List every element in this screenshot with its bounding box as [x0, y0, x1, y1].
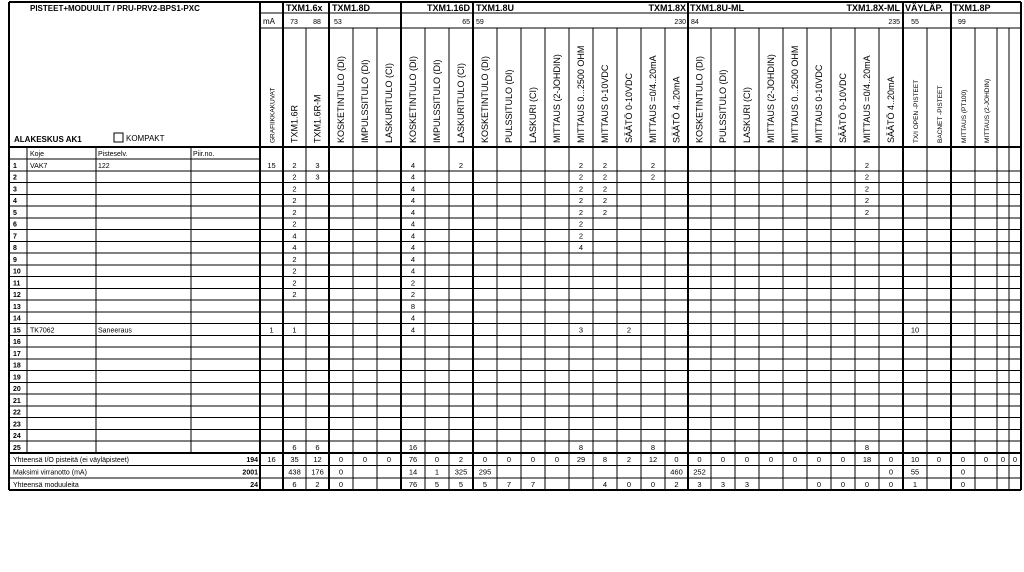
cell-value: 4 [410, 313, 416, 323]
column-header: PULSSITULO (DI) [718, 69, 728, 143]
column-header: LASKURI (CI) [742, 86, 752, 143]
summary-cell: 0 [697, 455, 702, 464]
summary-cell: 0 [1012, 455, 1018, 464]
cell-value: 2 [602, 172, 608, 182]
column-header: MITTAUS =0/4..20mA [862, 55, 872, 143]
cell-value: 16 [408, 443, 418, 452]
group-label: VÄYLÄP. [905, 3, 943, 13]
summary-cell: 8 [602, 455, 608, 464]
row-number: 15 [13, 327, 21, 335]
summary-cell: 325 [454, 467, 468, 477]
summary-cell: 0 [744, 455, 750, 464]
summary-total: 24 [250, 482, 258, 489]
summary-cell: 0 [983, 455, 989, 464]
summary-cell: 0 [888, 467, 894, 477]
row-number: 3 [13, 186, 17, 194]
cell-value: 6 [315, 443, 320, 452]
cell-value: 2 [292, 196, 297, 206]
cell-value: 2 [578, 160, 584, 170]
column-header: LASKURITULO (CI) [384, 62, 394, 143]
group-label: TXM1.8U-ML [690, 3, 744, 13]
cell-value: 2 [458, 160, 464, 170]
summary-cell: 0 [338, 455, 344, 464]
summary-cell: 0 [936, 455, 942, 464]
cell-value: 4 [410, 231, 416, 241]
group-label: TXM1.8X [648, 3, 686, 13]
cell-value: 2 [602, 160, 608, 170]
cell-value: 4 [578, 243, 584, 253]
summary-cell: 0 [816, 455, 822, 464]
cell-value: 2 [650, 160, 656, 170]
summary-cell: 7 [506, 480, 512, 489]
row-number: 11 [13, 280, 21, 288]
summary-cell: 6 [292, 480, 297, 489]
summary-cell: 252 [693, 467, 706, 477]
group-current-value: 73 [290, 19, 298, 26]
row-number: 19 [13, 374, 21, 382]
cell-value: 2 [578, 172, 584, 182]
summary-cell: 76 [408, 480, 418, 489]
row-number: 6 [13, 221, 17, 229]
cell-value: 2 [864, 172, 870, 182]
row-koje: TK7062 [30, 327, 55, 335]
row-number: 17 [13, 350, 21, 358]
row-number: 23 [13, 421, 21, 429]
column-header: GRAFIIKKAKUVAT [269, 87, 277, 143]
cell-value: 2 [602, 207, 608, 217]
column-header: BACNET -PISTEET [937, 85, 944, 143]
summary-cell: 5 [458, 480, 464, 489]
column-header: KOSKETINTULO (DI) [480, 55, 490, 143]
column-header: IMPULSSITULO (DI) [432, 59, 442, 143]
summary-cell: 29 [576, 455, 586, 464]
summary-cell: 5 [482, 480, 488, 489]
cell-value: 15 [267, 160, 276, 170]
cell-value: 2 [626, 325, 632, 335]
row-number: 22 [13, 409, 21, 417]
summary-cell: 0 [888, 455, 894, 464]
cell-value: 4 [410, 184, 416, 194]
summary-total: 2001 [242, 469, 258, 477]
summary-cell: 14 [408, 467, 418, 477]
summary-cell: 10 [910, 455, 920, 464]
row-koje: VAK7 [30, 162, 48, 170]
column-header: KOSKETINTULO (DI) [336, 55, 346, 143]
column-header: SÄÄTÖ 0-10VDC [838, 72, 848, 143]
cell-value: 1 [269, 325, 274, 335]
group-current-value: 99 [958, 19, 966, 26]
group-label: TXM1.8P [953, 3, 991, 13]
summary-cell: 7 [530, 480, 536, 489]
group-current-value: 59 [476, 19, 484, 26]
cell-value: 8 [650, 443, 656, 452]
cell-value: 4 [410, 266, 416, 276]
column-header: LASKURITULO (CI) [456, 62, 466, 143]
summary-cell: 295 [478, 467, 492, 477]
row-number: 10 [13, 268, 21, 276]
cell-value: 4 [410, 196, 416, 206]
cell-value: 4 [292, 243, 297, 253]
column-header: SÄÄTÖ 4..20mA [886, 76, 896, 143]
cell-value: 4 [410, 160, 416, 170]
cell-value: 4 [410, 254, 416, 264]
summary-cell: 3 [720, 480, 726, 489]
cell-value: 4 [410, 207, 416, 217]
cell-value: 2 [292, 254, 297, 264]
group-current-value: 235 [888, 19, 900, 26]
column-header: MITTAUS (PT100) [961, 89, 968, 143]
row-number: 20 [13, 386, 21, 394]
summary-cell: 0 [792, 455, 798, 464]
cell-value: 2 [292, 219, 297, 229]
summary-cell: 2 [626, 455, 632, 464]
col-piir: Piir.no. [193, 151, 215, 158]
column-header: MITTAUS 0-10VDC [814, 64, 824, 143]
summary-cell: 0 [338, 467, 344, 477]
row-number: 24 [13, 433, 21, 441]
summary-cell: 0 [530, 455, 536, 464]
cell-value: 3 [578, 325, 584, 335]
summary-cell: 176 [311, 467, 324, 477]
summary-cell: 2 [458, 455, 464, 464]
column-header: MITTAUS 0...2500 OHM [576, 45, 586, 143]
group-label: TXM1.6x [286, 3, 323, 13]
cell-value: 2 [650, 172, 656, 182]
summary-cell: 0 [362, 455, 368, 464]
column-header: IMPULSSITULO (DI) [360, 59, 370, 143]
cell-value: 2 [292, 207, 297, 217]
group-current-value: 55 [911, 19, 919, 26]
summary-cell: 5 [434, 480, 440, 489]
cell-value: 8 [864, 443, 870, 452]
summary-cell: 16 [267, 455, 276, 464]
summary-cell: 0 [960, 480, 966, 489]
cell-value: 2 [864, 160, 870, 170]
row-number: 9 [13, 256, 17, 264]
row-number: 4 [13, 198, 17, 206]
row-number: 18 [13, 362, 21, 370]
row-number: 21 [13, 397, 21, 405]
group-current-value: 53 [334, 19, 342, 26]
row-number: 7 [13, 233, 17, 241]
group-current-value: 88 [313, 19, 321, 26]
summary-cell: 0 [888, 480, 894, 489]
cell-value: 3 [315, 160, 320, 170]
row-number: 25 [13, 445, 21, 452]
summary-cell: 2 [674, 480, 679, 489]
row-pisteselv: 122 [98, 162, 110, 170]
summary-cell: 18 [862, 455, 872, 464]
cell-value: 4 [410, 243, 416, 253]
summary-cell: 76 [408, 455, 418, 464]
summary-cell: 0 [506, 455, 512, 464]
column-header: LASKURI (CI) [528, 86, 538, 143]
cell-value: 2 [864, 207, 870, 217]
row-number: 1 [13, 162, 17, 170]
column-header: MITTAUS (2-JOHDIN) [984, 78, 991, 143]
column-header: PULSSITULO (DI) [504, 69, 514, 143]
summary-cell: 12 [648, 455, 658, 464]
group-current-value: 65 [462, 19, 470, 26]
row-number: 2 [13, 174, 17, 182]
cell-value: 2 [292, 290, 297, 300]
cell-value: 2 [578, 196, 584, 206]
summary-cell: 0 [338, 480, 344, 489]
summary-cell: 0 [816, 480, 822, 489]
col-koje: Koje [30, 151, 45, 158]
cell-value: 2 [410, 290, 416, 300]
summary-cell: 0 [434, 455, 440, 464]
cell-value: 8 [578, 443, 584, 452]
group-current-value: 230 [674, 19, 686, 26]
cell-value: 2 [578, 219, 584, 229]
column-header: TXM1.6R [289, 104, 300, 143]
summary-cell: 0 [1000, 455, 1006, 464]
summary-total: 194 [246, 457, 258, 464]
cell-value: 8 [410, 301, 416, 311]
column-header: MITTAUS 0...2500 OHM [790, 45, 800, 143]
summary-cell: 4 [602, 480, 608, 489]
cell-value: 2 [292, 266, 297, 276]
summary-cell: 0 [840, 480, 846, 489]
summary-cell: 0 [650, 480, 656, 489]
summary-cell: 0 [386, 455, 392, 464]
summary-cell: 0 [482, 455, 488, 464]
summary-cell: 3 [697, 480, 702, 489]
cell-value: 2 [292, 278, 297, 288]
group-label: TXM1.8U [476, 3, 515, 13]
summary-cell: 35 [290, 455, 299, 464]
cell-value: 2 [292, 184, 297, 194]
summary-cell: 438 [288, 467, 301, 477]
cell-value: 10 [910, 325, 920, 335]
cell-value: 2 [578, 207, 584, 217]
summary-label: Maksimi virranotto (mA) [13, 469, 87, 477]
column-header: TX/I OPEN -PISTEET [913, 79, 920, 143]
summary-cell: 0 [720, 455, 726, 464]
summary-cell: 2 [315, 480, 320, 489]
group-label: TXM1.8X-ML [846, 3, 900, 13]
summary-cell: 0 [674, 455, 679, 464]
summary-cell: 0 [626, 480, 632, 489]
cell-value: 2 [864, 184, 870, 194]
unit-title: ALAKESKUS AK1 [14, 135, 82, 144]
row-number: 16 [13, 339, 21, 347]
cell-value: 3 [315, 172, 320, 182]
summary-cell: 1 [434, 467, 440, 477]
summary-cell: 0 [960, 467, 966, 477]
row-number: 13 [13, 303, 21, 311]
column-header: KOSKETINTULO (DI) [694, 55, 705, 143]
column-header: TXM1.6R-M [312, 94, 323, 143]
cell-value: 2 [864, 196, 870, 206]
sheet-title: PISTEET+MODUULIT / PRU-PRV2-BPS1-PXC [30, 4, 200, 13]
column-header: MITTAUS 0-10VDC [600, 64, 610, 143]
cell-value: 2 [578, 231, 584, 241]
summary-cell: 0 [960, 455, 966, 464]
group-label: TXM1.8D [332, 3, 371, 13]
summary-cell: 3 [744, 480, 750, 489]
unit-label: mA [263, 17, 275, 26]
summary-cell: 0 [864, 480, 870, 489]
cell-value: 2 [292, 172, 297, 182]
row-number: 5 [13, 209, 17, 217]
row-number: 8 [13, 245, 17, 253]
summary-cell: 12 [313, 455, 322, 464]
column-header: KOSKETINTULO (DI) [408, 55, 418, 143]
summary-cell: 0 [840, 455, 846, 464]
summary-label: Yhteensä moduuleita [13, 482, 79, 489]
summary-cell: 1 [912, 480, 918, 489]
kompakt-label: KOMPAKT [126, 134, 165, 143]
summary-label: Yhteensä I/O pisteitä (ei väyläpisteet) [13, 457, 129, 464]
column-header: MITTAUS (2-JOHDIN) [552, 54, 562, 143]
row-pisteselv: Saneeraus [98, 327, 132, 335]
group-label: TXM1.16D [426, 3, 470, 13]
col-pisteselv: Pisteselv. [98, 151, 128, 158]
column-header: SÄÄTÖ 4..20mA [671, 76, 682, 143]
cell-value: 2 [602, 196, 608, 206]
cell-value: 1 [292, 325, 297, 335]
cell-value: 6 [292, 443, 297, 452]
cell-value: 4 [410, 325, 416, 335]
column-header: SÄÄTÖ 0-10VDC [624, 72, 634, 143]
summary-cell: 0 [554, 455, 560, 464]
column-header: MITTAUS (2-JOHDIN) [766, 54, 776, 143]
column-header: MITTAUS =0/4..20mA [648, 55, 658, 143]
cell-value: 2 [292, 160, 297, 170]
group-current-value: 84 [691, 19, 699, 26]
cell-value: 2 [602, 184, 608, 194]
cell-value: 4 [292, 231, 297, 241]
summary-cell: 55 [910, 467, 920, 477]
summary-cell: 0 [768, 455, 774, 464]
cell-value: 4 [410, 219, 416, 229]
cell-value: 2 [410, 278, 416, 288]
cell-value: 4 [410, 172, 416, 182]
cell-value: 2 [578, 184, 584, 194]
summary-cell: 460 [670, 467, 683, 477]
kompakt-checkbox[interactable] [114, 133, 123, 142]
row-number: 12 [13, 292, 21, 300]
row-number: 14 [13, 315, 21, 323]
